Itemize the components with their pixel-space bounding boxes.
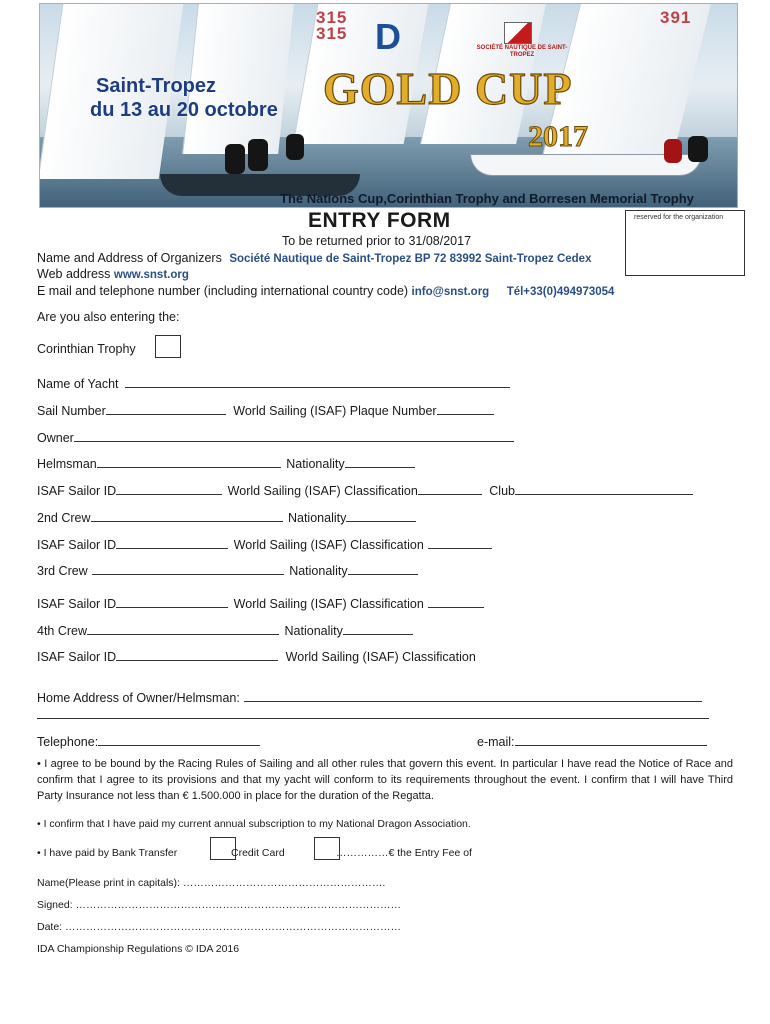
email-field-row — [477, 733, 707, 749]
helmsman-row — [37, 455, 415, 471]
classification-label: World Sailing (ISAF) Classification — [233, 597, 424, 611]
nationality-input-line[interactable] — [343, 622, 413, 635]
classification-label: World Sailing (ISAF) Classification — [285, 650, 476, 664]
home-address-input-line[interactable] — [244, 689, 702, 702]
owner-label: Owner — [37, 431, 74, 445]
club-flag-icon — [504, 22, 532, 44]
nationality-input-line[interactable] — [348, 562, 418, 575]
home-address-label: Home Address of Owner/Helmsman: — [37, 691, 240, 705]
email-link[interactable]: info@snst.org — [411, 286, 490, 298]
classification-input-line[interactable] — [428, 536, 492, 549]
rules-declaration: • I agree to be bound by the Racing Rules of Sailing and all other rules that govern this event. In particular I have read the Notice of Race and confirm that I agree to its provisions and that my yacht will conform to its requirements throughout the event. I confirm that I will have Third Party Insurance not less than € 1.500.000 in place for the duration of the Regatta. — [37, 758, 733, 802]
classification-label: World Sailing (ISAF) Classification — [233, 538, 424, 552]
classification-input-line[interactable] — [418, 482, 482, 495]
corinthian-checkbox[interactable] — [155, 335, 181, 358]
web-link[interactable]: www.snst.org — [113, 269, 189, 281]
isaf-id-input-line[interactable] — [116, 595, 228, 608]
isaf-id-label: ISAF Sailor ID — [37, 650, 117, 664]
crew3-row — [37, 562, 418, 578]
email-input-line[interactable] — [515, 733, 707, 746]
footer-regulations: IDA Championship Regulations © IDA 2016 — [37, 943, 240, 955]
telephone-input-line[interactable] — [98, 733, 260, 746]
club-logo-text: SOCIÉTÉ NAUTIQUE DE SAINT-TROPEZ — [476, 45, 568, 58]
corinthian-label: Corinthian Trophy — [37, 342, 136, 356]
paid-by-label: • I have paid by Bank Transfer — [37, 847, 178, 859]
helmsman-label: Helmsman — [37, 457, 97, 471]
plaque-input-line[interactable] — [437, 402, 494, 415]
email-field-label: e-mail: — [477, 735, 515, 749]
nationality-label: Nationality — [287, 511, 347, 525]
event-year: 2017 — [528, 120, 588, 153]
crew4-row — [37, 622, 413, 638]
isaf-id-label: ISAF Sailor ID — [37, 538, 117, 552]
event-dates: du 13 au 20 octobre — [90, 99, 278, 121]
organizers-label: Name and Address of Organizers — [37, 251, 222, 265]
sail-number: 315 — [316, 8, 348, 27]
crew4-input-line[interactable] — [87, 622, 279, 635]
crew-figure — [225, 144, 245, 174]
return-deadline: To be returned prior to 31/08/2017 — [282, 234, 472, 248]
yacht-label: Name of Yacht — [37, 377, 119, 391]
isaf-id-label: ISAF Sailor ID — [37, 597, 117, 611]
sail-number: 391 — [660, 8, 692, 27]
helmsman-input-line[interactable] — [97, 455, 281, 468]
isaf-id-input-line[interactable] — [116, 648, 278, 661]
isaf-id-label: ISAF Sailor ID — [37, 484, 117, 498]
event-location-dates — [90, 74, 278, 122]
crew-figure — [664, 139, 682, 163]
entering-question: Are you also entering the: — [37, 310, 180, 324]
dragon-class-logo: D — [375, 16, 401, 57]
crew2-isaf-row — [37, 536, 492, 552]
name-capitals-line[interactable]: Name(Please print in capitals): …………………………………………………. — [37, 877, 386, 889]
isaf-id-input-line[interactable] — [116, 536, 228, 549]
sail-number-input-line[interactable] — [106, 402, 226, 415]
event-title: GOLD CUP — [323, 63, 573, 114]
isaf-id-input-line[interactable] — [116, 482, 222, 495]
classification-input-line[interactable] — [428, 595, 484, 608]
yacht-row — [37, 375, 510, 391]
home-address-input-line-2[interactable] — [37, 706, 709, 719]
subscription-declaration: • I confirm that I have paid my current annual subscription to my National Dragon Association. — [37, 818, 471, 830]
reserved-label: reserved for the organization — [634, 214, 724, 221]
crew4-label: 4th Crew — [37, 624, 88, 638]
crew4-isaf-row — [37, 648, 476, 664]
crew3-label: 3rd Crew — [37, 564, 88, 578]
home-address-row — [37, 689, 702, 705]
crew2-input-line[interactable] — [91, 509, 283, 522]
crew3-input-line[interactable] — [92, 562, 284, 575]
plaque-label: World Sailing (ISAF) Plaque Number — [233, 404, 437, 418]
nationality-label: Nationality — [289, 564, 348, 578]
organizers-row — [37, 251, 591, 265]
crew3-isaf-row — [37, 595, 484, 611]
helmsman-isaf-row — [37, 482, 693, 498]
nationality-input-line[interactable] — [345, 455, 415, 468]
event-location: Saint-Tropez — [96, 75, 217, 97]
date-line[interactable]: Date: …………………………………………………………………………………… — [37, 921, 402, 933]
sail-number-label: Sail Number — [37, 404, 106, 418]
sail-number-row — [37, 402, 494, 418]
form-title: ENTRY FORM — [308, 209, 451, 232]
signed-line[interactable]: Signed: ………………………………………………………………………………… — [37, 899, 402, 911]
reserved-box — [625, 210, 745, 276]
club-label: Club — [489, 484, 515, 498]
nationality-input-line[interactable] — [346, 509, 416, 522]
crew-figure — [286, 134, 304, 160]
crew-figure — [688, 136, 708, 162]
owner-input-line[interactable] — [74, 429, 514, 442]
credit-card-label: Credit Card — [231, 847, 285, 859]
event-subtitle: The Nations Cup,Corinthian Trophy and Borresen Memorial Trophy — [280, 191, 694, 206]
web-label: Web address — [37, 267, 111, 281]
telephone-row — [37, 733, 260, 749]
club-input-line[interactable] — [515, 482, 693, 495]
crew2-label: 2nd Crew — [37, 511, 91, 525]
email-row — [37, 284, 614, 298]
header-banner-image — [39, 3, 738, 208]
crew2-row — [37, 509, 416, 525]
crew-figure — [248, 139, 268, 171]
email-label: E mail and telephone number (including international country code) — [37, 284, 409, 298]
owner-row — [37, 429, 514, 445]
yacht-input-line[interactable] — [125, 375, 510, 388]
phone-value: Tél+33(0)494973054 — [506, 286, 615, 298]
sail-number: 315 — [316, 24, 348, 43]
web-row — [37, 267, 189, 281]
nationality-label: Nationality — [286, 457, 345, 471]
entry-fee-label: the Entry Fee of €…………… — [336, 847, 472, 859]
home-address-row-2 — [37, 706, 709, 722]
nationality-label: Nationality — [284, 624, 343, 638]
classification-label: World Sailing (ISAF) Classification — [227, 484, 418, 498]
telephone-label: Telephone: — [37, 735, 99, 749]
organizers-value: Société Nautique de Saint-Tropez BP 72 83992 Saint-Tropez Cedex — [229, 253, 592, 265]
